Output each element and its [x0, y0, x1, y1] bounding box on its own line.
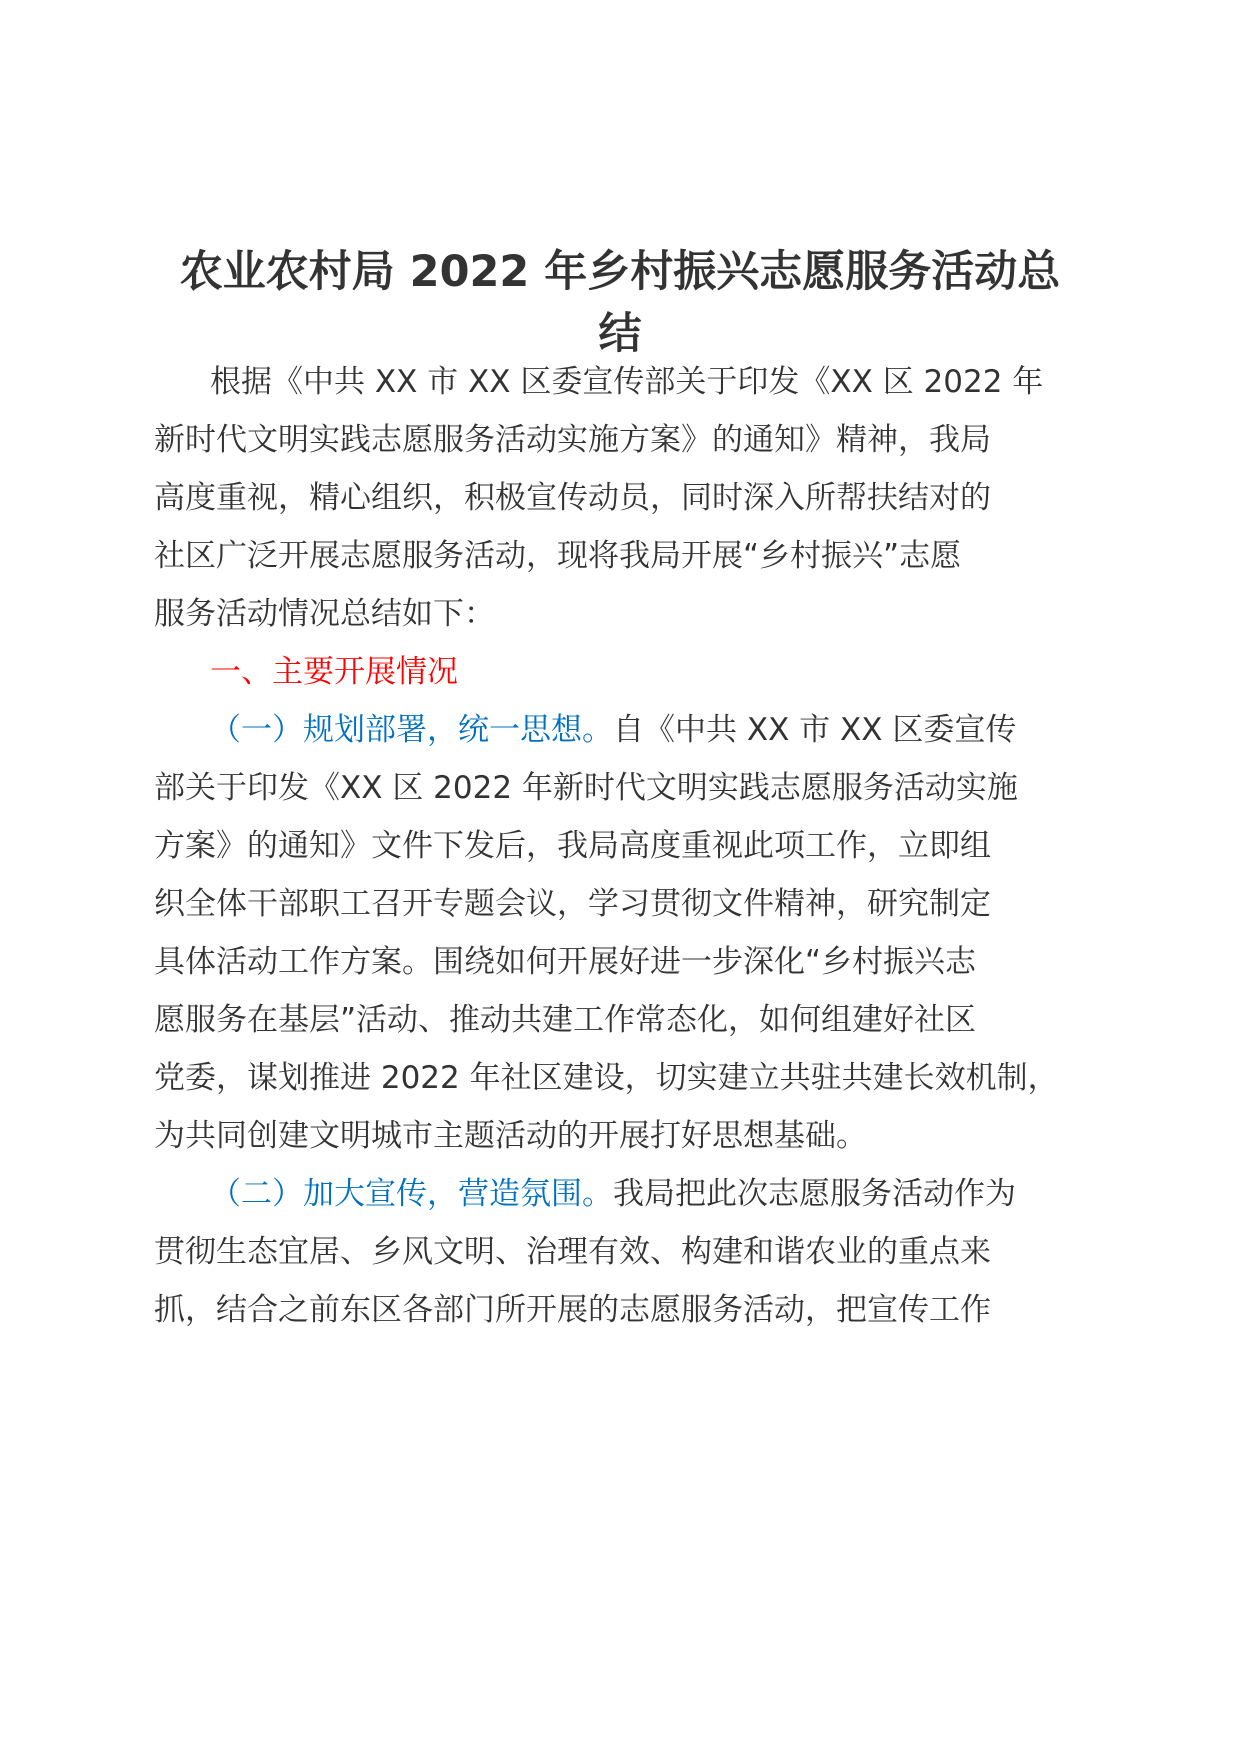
sub1-line-8: 为共同创建文明城市主题活动的开展打好思想基础。	[154, 1118, 867, 1154]
document-title-line-2: 结	[598, 309, 642, 359]
sub2-line-2: 贯彻生态宜居、乡风文明、治理有效、构建和谐农业的重点来	[154, 1234, 991, 1270]
section-heading-1: 一、主要开展情况	[210, 654, 458, 690]
sub1-line-5: 具体活动工作方案。围绕如何开展好进一步深化“乡村振兴志	[154, 944, 977, 980]
sub1-line-4: 织全体干部职工召开专题会议，学习贯彻文件精神，研究制定	[154, 886, 991, 922]
document-title-line-1: 农业农村局 2022 年乡村振兴志愿服务活动总	[179, 247, 1061, 297]
sub2-first-line-text: 我局把此次志愿服务活动作为	[613, 1176, 1016, 1212]
sub1-first-line-text: 自《中共 XX 市 XX 区委宣传	[613, 712, 1017, 748]
sub1-line-3: 方案》的通知》文件下发后，我局高度重视此项工作，立即组	[154, 828, 991, 864]
sub1-line-1	[210, 710, 1016, 750]
sub1-line-7: 党委，谋划推进 2022 年社区建设，切实建立共驻共建长效机制，	[154, 1060, 1059, 1096]
intro-line-3: 高度重视，精心组织，积极宣传动员，同时深入所帮扶结对的	[154, 480, 991, 516]
sub2-heading: （二）加大宣传，营造氛围。	[210, 1176, 613, 1212]
intro-line-4: 社区广泛开展志愿服务活动，现将我局开展“乡村振兴”志愿	[154, 538, 962, 574]
sub1-heading: （一）规划部署，统一思想。	[210, 712, 613, 748]
sub1-line-2: 部关于印发《XX 区 2022 年新时代文明实践志愿服务活动实施	[154, 770, 1018, 806]
intro-line-5: 服务活动情况总结如下：	[154, 596, 495, 632]
sub2-line-1	[210, 1174, 1016, 1214]
sub1-line-6: 愿服务在基层”活动、推动共建工作常态化，如何组建好社区	[154, 1002, 977, 1038]
sub2-line-3: 抓，结合之前东区各部门所开展的志愿服务活动，把宣传工作	[154, 1292, 991, 1328]
intro-line-2: 新时代文明实践志愿服务活动实施方案》的通知》精神，我局	[154, 422, 991, 458]
intro-line-1: 根据《中共 XX 市 XX 区委宣传部关于印发《XX 区 2022 年	[210, 364, 1044, 400]
